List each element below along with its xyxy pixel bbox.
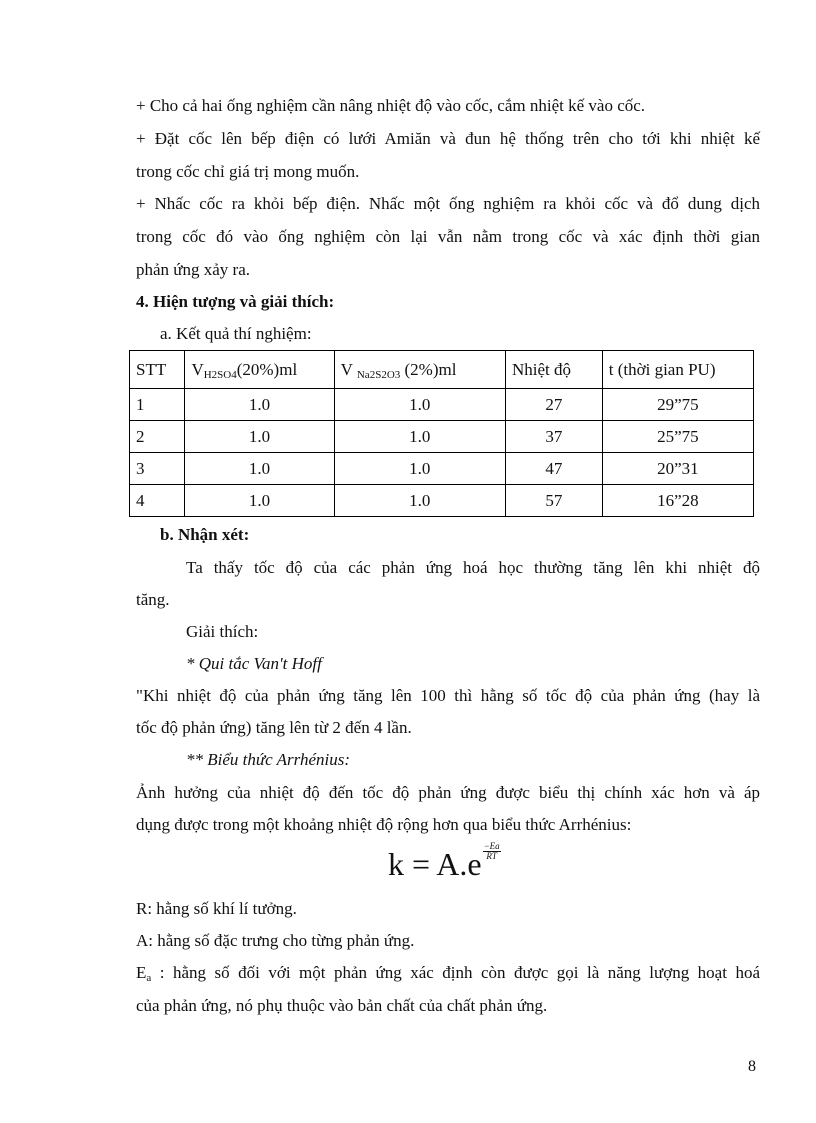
cell-volume-h2so4: 1.0 xyxy=(185,421,334,453)
step-line-5: trong cốc đó vào ống nghiệm còn lại vẫn nằm trong cốc và xác định thời gian xyxy=(136,227,760,246)
cell-volume-na2s2o3: 1.0 xyxy=(334,421,505,453)
subheading-remark: b. Nhận xét: xyxy=(160,525,250,544)
exponent-numerator: −Ea xyxy=(483,841,500,851)
cell-stt: 1 xyxy=(130,389,185,421)
remark-line-2: tăng. xyxy=(136,590,170,609)
definition-ea-line-2: của phản ứng, nó phụ thuộc vào bản chất của chất phản ứng. xyxy=(136,996,548,1015)
explain-label: Giải thích: xyxy=(186,622,259,641)
step-line-4: + Nhấc cốc ra khỏi bếp điện. Nhấc một ống nghiệm ra khỏi cốc và đổ dung dịch xyxy=(136,194,760,213)
arrhenius-formula xyxy=(388,842,501,884)
arrhenius-line-1: Ảnh hưởng của nhiệt độ đến tốc độ phản ứng được biểu thị chính xác hơn và áp xyxy=(136,783,760,802)
header-temperature: Nhiệt độ xyxy=(505,351,602,389)
cell-volume-h2so4: 1.0 xyxy=(185,485,334,517)
exponent-denominator: RT xyxy=(486,851,497,861)
subheading-results: a. Kết quả thí nghiệm: xyxy=(160,324,312,343)
header-reaction-time: t (thời gian PU) xyxy=(602,351,753,389)
ea-text: : hằng số đối với một phản ứng xác định còn được gọi là năng lượng hoạt hoá xyxy=(151,963,760,982)
remark-line-1: Ta thấy tốc độ của các phản ứng hoá học thường tăng lên khi nhiệt độ xyxy=(186,558,760,577)
cell-temperature: 27 xyxy=(505,389,602,421)
cell-volume-na2s2o3: 1.0 xyxy=(334,485,505,517)
page-number: 8 xyxy=(748,1058,756,1075)
step-line-3: trong cốc chỉ giá trị mong muốn. xyxy=(136,162,360,181)
arrhenius-title: ** Biểu thức Arrhénius: xyxy=(186,750,350,769)
cell-temperature: 57 xyxy=(505,485,602,517)
cell-stt: 4 xyxy=(130,485,185,517)
step-line-1: + Cho cả hai ống nghiệm cần nâng nhiệt độ vào cốc, cắm nhiệt kế vào cốc. xyxy=(136,96,646,115)
cell-volume-h2so4: 1.0 xyxy=(185,453,334,485)
cell-stt: 2 xyxy=(130,421,185,453)
ea-symbol: E xyxy=(136,963,147,982)
cell-volume-na2s2o3: 1.0 xyxy=(334,453,505,485)
vant-hoff-line-1: "Khi nhiệt độ của phản ứng tăng lên 100 thì hằng số tốc độ của phản ứng (hay là xyxy=(136,686,760,705)
header-volume-h2so4: $V_{H2SO4}(20\%)ml$ xyxy=(185,351,334,389)
arrhenius-line-2: dụng được trong một khoảng nhiệt độ rộng hơn qua biểu thức Arrhénius: xyxy=(136,815,632,834)
definition-ea-line-1 xyxy=(136,963,760,983)
cell-reaction-time: 29”75 xyxy=(602,389,753,421)
table-row xyxy=(130,389,754,421)
cell-reaction-time: 16”28 xyxy=(602,485,753,517)
cell-stt: 3 xyxy=(130,453,185,485)
cell-volume-na2s2o3: 1.0 xyxy=(334,389,505,421)
header-volume-na2s2o3: V $_{Na2S2O3}$ (2%)ml xyxy=(334,351,505,389)
header-stt: STT xyxy=(130,351,185,389)
cell-reaction-time: 25”75 xyxy=(602,421,753,453)
results-table xyxy=(129,350,754,517)
table-row xyxy=(130,485,754,517)
vant-hoff-line-2: tốc độ phản ứng) tăng lên từ 2 đến 4 lần. xyxy=(136,718,412,737)
cell-reaction-time: 20”31 xyxy=(602,453,753,485)
cell-temperature: 47 xyxy=(505,453,602,485)
table-row xyxy=(130,421,754,453)
table-header-row xyxy=(130,351,754,389)
formula-exponent xyxy=(483,842,501,861)
formula-main: k = A.e xyxy=(388,846,482,882)
definition-a: A: hằng số đặc trưng cho từng phản ứng. xyxy=(136,931,415,950)
table-row xyxy=(130,453,754,485)
definition-r: R: hằng số khí lí tưởng. xyxy=(136,899,297,918)
section-heading: 4. Hiện tượng và giải thích: xyxy=(136,292,335,311)
cell-temperature: 37 xyxy=(505,421,602,453)
step-line-2: + Đặt cốc lên bếp điện có lưới Amiăn và đun hệ thống trên cho tới khi nhiệt kế xyxy=(136,129,760,148)
cell-volume-h2so4: 1.0 xyxy=(185,389,334,421)
vant-hoff-title: * Qui tắc Van't Hoff xyxy=(186,654,322,673)
ea-subscript: a xyxy=(146,972,152,984)
step-line-6: phản ứng xảy ra. xyxy=(136,260,251,279)
